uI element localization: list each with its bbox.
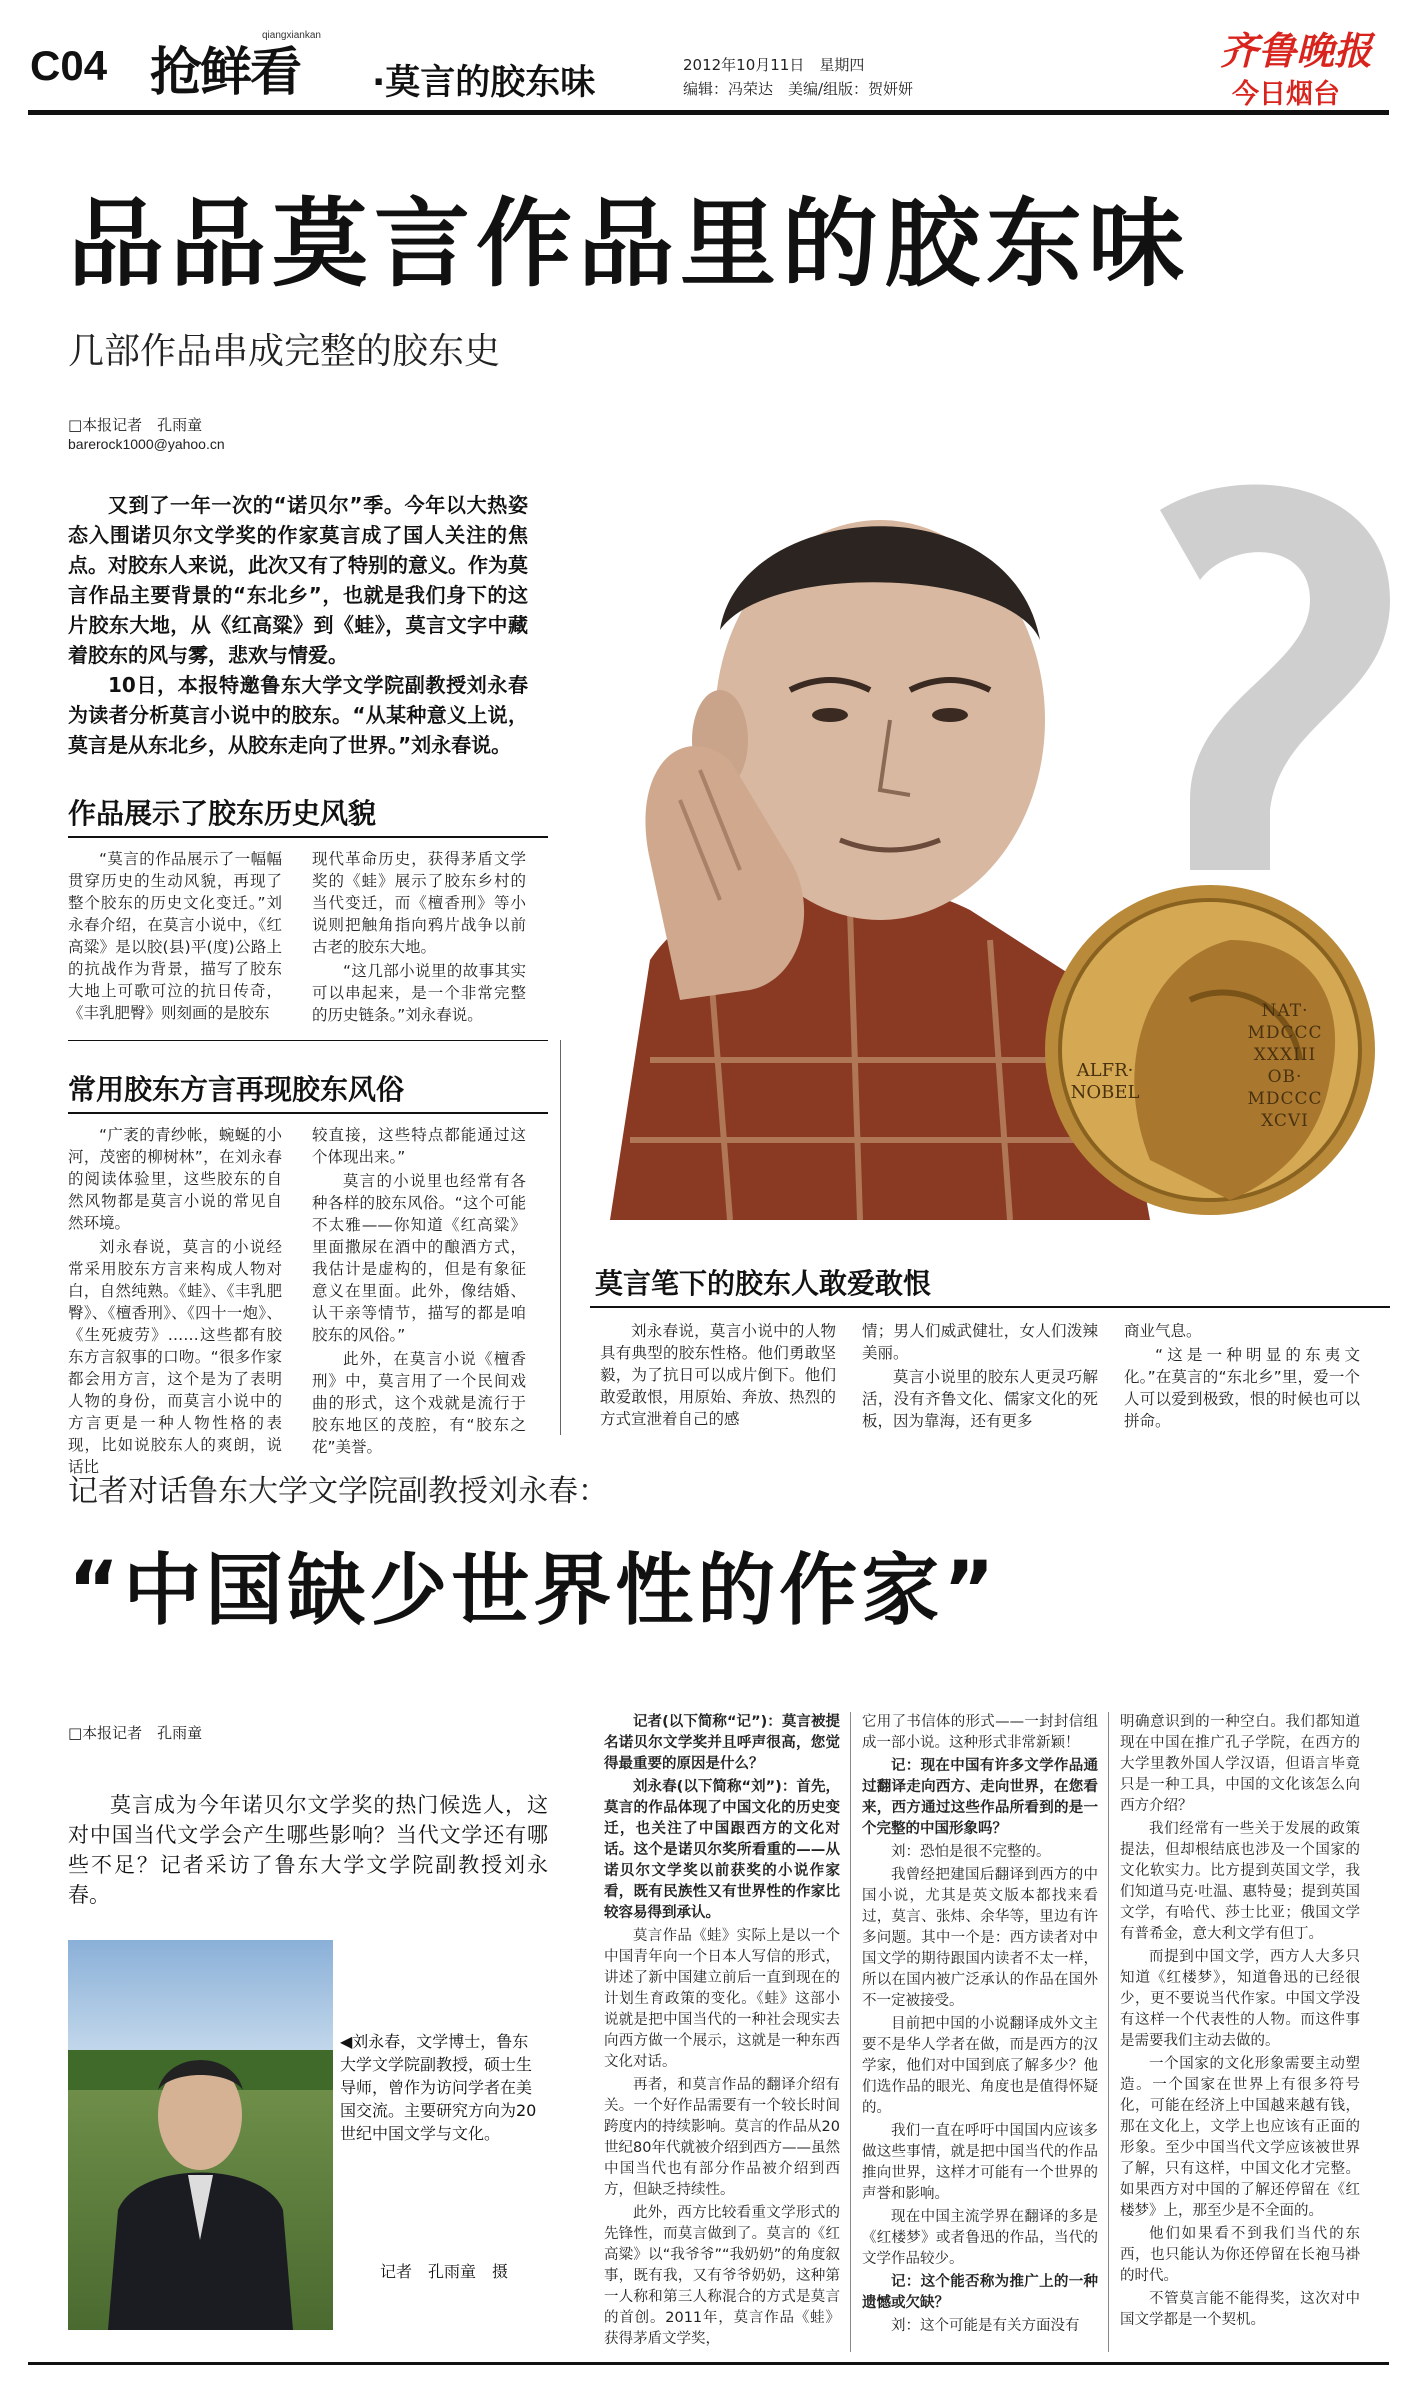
interview-col3 xyxy=(1120,1712,1360,2333)
section-title-history: 作品展示了胶东历史风貌 xyxy=(68,797,377,830)
photo-credit: 记者 孔雨童 摄 xyxy=(380,2262,509,2281)
section3-col3 xyxy=(1124,1320,1360,1434)
interviewee-photo xyxy=(68,1940,333,2330)
section2-col2 xyxy=(312,1124,526,1460)
question-paragraph: 记：现在中国有许多文学作品通过翻译走向西方、走向世界，在您看来，西方通过这些作品所看到的是一个完整的中国形象吗？ xyxy=(862,1758,1098,1837)
main-headline: 品品莫言作品里的胶东味 xyxy=(68,188,1190,300)
page-number: C04 xyxy=(30,42,108,89)
interview-intro xyxy=(68,1790,548,1910)
answer-paragraph: 它用了书信体的形式——一封封信组成一部小说。这种形式非常新颖！ xyxy=(862,1714,1098,1751)
section-title-character: 莫言笔下的胶东人敢爱敢恨 xyxy=(595,1267,932,1300)
answer-paragraph: 不管莫言能不能得奖，这次对中国文学都是一个契机。 xyxy=(1120,2291,1360,2328)
answer-paragraph: 刘永春(以下简称“刘”)：首先，莫言的作品体现了中国文化的历史变迁，也关注了中国跟西方的文化对话。这个是诺贝尔奖所看重的——从诺贝尔文学奖以前获奖的小说作家看，既有民族性又有世界性的作家比较容易得到承认。 xyxy=(604,1779,840,1921)
paragraph: 刘永春说，莫言小说中的人物具有典型的胶东性格。他们勇敢坚毅，为了抗日可以成片倒下。他们敢爱敢恨，用原始、奔放、热烈的方式宣泄着自己的感 xyxy=(600,1322,836,1428)
footer-rule xyxy=(28,2362,1389,2365)
answer-paragraph: 我曾经把建国后翻译到西方的中国小说，尤其是英文版本都找来看过，莫言、张炜、余华等，里边有许多问题。其中一个是：西方读者对中国文学的期待跟国内读者不太一样，所以在国内被广泛承认的作品在国外不一定被接受。 xyxy=(862,1867,1098,2009)
medal-inscription-left: ALFR· NOBEL xyxy=(1070,1060,1140,1103)
column-divider xyxy=(850,1712,851,2352)
interview-byline: □本报记者 孔雨童 xyxy=(68,1724,203,1742)
lead-text xyxy=(68,490,528,760)
section-rule xyxy=(68,1112,548,1114)
section-logo: 抢鲜看 xyxy=(150,43,301,103)
main-subhead: 几部作品串成完整的胶东史 xyxy=(68,331,501,372)
photo-caption: ◀刘永春，文学博士，鲁东大学文学院副教授，硕士生导师，曾作为访问学者在美国交流。主要研究方向为20世纪中国文学与文化。 xyxy=(340,2032,537,2143)
answer-paragraph: 他们如果看不到我们当代的东西，也只能认为你还停留在长袍马褂的时代。 xyxy=(1120,2226,1360,2284)
issue-date: 2012年10月11日 星期四 xyxy=(683,56,865,74)
paragraph: “这是一种明显的东夷文化。”在莫言的“东北乡”里，爱一个人可以爱到极致，恨的时候也可以拼命。 xyxy=(1124,1346,1360,1430)
paragraph: 刘永春说，莫言的小说经常采用胶东方言来构成人物对白，自然纯熟。《蛙》、《丰乳肥臀》、《檀香刑》、《四十一炮》、《生死疲劳》……这些都有胶东方言叙事的口吻。“很多作家都会用方言，这个是为了表明人物的身份，而莫言小说中的方言更是一种人物性格的表现，比如说胶东人的爽朗，说话比 xyxy=(68,1238,282,1476)
answer-paragraph: 刘：恐怕是很不完整的。 xyxy=(891,1844,1051,1860)
paragraph: “莫言的作品展示了一幅幅贯穿历史的生动风貌，再现了整个胶东的历史文化变迁。”刘永春介绍，在莫言小说中，《红高粱》是以胶(县)平(度)公路上的抗战作为背景，描写了胶东大地上可歌可泣的抗日传奇，《丰乳肥臀》则刻画的是胶东 xyxy=(68,850,282,1022)
paragraph: 较直接，这些特点都能通过这个体现出来。” xyxy=(312,1126,526,1166)
answer-paragraph: 此外，西方比较看重文学形式的先锋性，而莫言做到了。莫言的《红高粱》以“我爷爷”“我奶奶”的角度叙事，既有我，又有爷爷奶奶，这种第一人称和第三人称混合的方式是莫言的首创。2011年，莫言作品《蛙》获得茅盾文学奖， xyxy=(604,2205,840,2347)
section-rule xyxy=(68,836,548,838)
answer-paragraph: 明确意识到的一种空白。我们都知道现在中国在推广孔子学院，在西方的大学里教外国人学汉语，但语言毕竟只是一种工具，中国的文化该怎么向西方介绍？ xyxy=(1120,1714,1360,1814)
email: barerock1000@yahoo.cn xyxy=(68,436,225,452)
section-rule xyxy=(68,1040,548,1041)
answer-paragraph: 一个国家的文化形象需要主动塑造。一个国家在世界上有很多符号化，可能在经济上中国越来越有钱，那在文化上，文学上也应该有正面的形象。至少中国当代文学应该被世界了解，只有这样，中国文化才完整。如果西方对中国的了解还停留在《红楼梦》上，那至少是不全面的。 xyxy=(1120,2056,1360,2219)
answer-paragraph: 现在中国主流学界在翻译的多是《红楼梦》或者鲁迅的作品，当代的文学作品较少。 xyxy=(862,2209,1098,2267)
header-rule xyxy=(28,110,1389,115)
interview-headline: “中国缺少世界性的作家” xyxy=(68,1546,999,1636)
section3-col2 xyxy=(862,1320,1098,1434)
lead-paragraph: 10日，本报特邀鲁东大学文学院副教授刘永春为读者分析莫言小说中的胶东。“从某种意义上说，莫言是从东北乡，从胶东走向了世界。”刘永春说。 xyxy=(68,673,528,757)
paragraph: 莫言小说里的胶东人更灵巧解活，没有齐鲁文化、儒家文化的死板，因为靠海，还有更多 xyxy=(862,1368,1098,1430)
paragraph: 情；男人们威武健壮，女人们泼辣美丽。 xyxy=(862,1322,1098,1362)
section-logo-pinyin: qiangxiankan xyxy=(262,30,321,41)
paragraph: 此外，在莫言小说《檀香刑》中，莫言用了一个民间戏曲的形式，这个戏就是流行于胶东地区的茂腔，有“胶东之花”美誉。 xyxy=(312,1350,526,1456)
answer-paragraph: 再者，和莫言作品的翻译介绍有关。一个好作品需要有一个较长时间跨度内的持续影响。莫言的作品从20世纪80年代就被介绍到西方——虽然中国当代也有部分作品被介绍到西方，但缺乏持续性。 xyxy=(604,2077,840,2198)
column-divider xyxy=(1108,1712,1109,2352)
paragraph: 莫言成为今年诺贝尔文学奖的热门候选人，这对中国当代文学会产生哪些影响？当代文学还有哪些不足？记者采访了鲁东大学文学院副教授刘永春。 xyxy=(68,1793,548,1907)
paragraph: “广袤的青纱帐，蜿蜒的小河，茂密的柳树林”，在刘永春的阅读体验里，这些胶东的自然风物都是莫言小说的常见自然环境。 xyxy=(68,1126,282,1232)
column-divider xyxy=(560,1040,561,1435)
section1-col1 xyxy=(68,848,282,1026)
byline: □本报记者 孔雨童 xyxy=(68,416,203,434)
paper-name-logo: 齐鲁晚报 xyxy=(1220,28,1373,73)
paragraph: 莫言的小说里也经常有各种各样的胶东风俗。“这个可能不太雅——你知道《红高粱》里面撒尿在酒中的酿酒方式，我估计是虚构的，但是有象征意义在里面。此外，像结婚、认干亲等情节，描写的都是咱胶东的风俗。” xyxy=(312,1172,526,1344)
medal-inscription-right: NAT· MDCCC XXXIII OB· MDCCC XCVI xyxy=(1247,1001,1323,1131)
answer-paragraph: 目前把中国的小说翻译成外文主要不是华人学者在做，而是西方的汉学家，他们对中国到底了解多少？他们选作品的眼光、角度也是值得怀疑的。 xyxy=(862,2016,1098,2116)
question-paragraph: 记：这个能否称为推广上的一种遗憾或欠缺？ xyxy=(862,2274,1098,2311)
section2-col1 xyxy=(68,1124,282,1480)
paragraph: “这几部小说里的故事其实可以串起来，是一个非常完整的历史链条。”刘永春说。 xyxy=(312,962,526,1024)
section1-col2 xyxy=(312,848,526,1028)
section-title: ·莫言的胶东味 xyxy=(372,63,596,103)
interview-col1 xyxy=(604,1712,840,2352)
section3-col1 xyxy=(600,1320,836,1432)
answer-paragraph: 而提到中国文学，西方人大多只知道《红楼梦》，知道鲁迅的已经很少，更不要说当代作家。中国文学没有这样一个代表性的人物。而这件事是需要我们主动去做的。 xyxy=(1120,1949,1360,2049)
edition-label: 今日烟台 xyxy=(1232,79,1340,110)
interview-kicker: 记者对话鲁东大学文学院副教授刘永春： xyxy=(68,1474,608,1509)
interview-col2 xyxy=(862,1712,1098,2339)
answer-paragraph: 我们经常有一些关于发展的政策提法，但却根结底也涉及一个国家的文化软实力。比方提到英国文学，我们知道马克·吐温、惠特曼；提到英国文学，有哈代、莎士比亚；俄国文学有普希金，意大利文学有但丁。 xyxy=(1120,1821,1360,1942)
paragraph: 现代革命历史，获得茅盾文学奖的《蛙》展示了胶东乡村的当代变迁，而《檀香刑》等小说则把触角指向鸦片战争以前古老的胶东大地。 xyxy=(312,850,526,956)
paragraph: 商业气息。 xyxy=(1124,1322,1202,1340)
editors-line: 编辑：冯荣达 美编/组版：贺妍妍 xyxy=(683,80,914,98)
answer-paragraph: 我们一直在呼吁中国国内应该多做这些事情，就是把中国当代的作品推向世界，这样才可能有一个世界的声誉和影响。 xyxy=(862,2123,1098,2202)
answer-paragraph: 莫言作品《蛙》实际上是以一个中国青年向一个日本人写信的形式，讲述了新中国建立前后一直到现在的计划生育政策的变化。《蛙》这部小说就是把中国当代的一种社会现实去向西方做一个展示，这就是一种东西文化对话。 xyxy=(604,1928,840,2070)
hero-photo xyxy=(590,440,1400,1220)
section-title-dialect: 常用胶东方言再现胶东风俗 xyxy=(68,1073,405,1106)
interviewee-illustration xyxy=(68,1940,333,2330)
question-paragraph: 记者(以下简称“记”)：莫言被提名诺贝尔文学奖并且呼声很高，您觉得最重要的原因是什么？ xyxy=(604,1714,840,1772)
lead-paragraph: 又到了一年一次的“诺贝尔”季。今年以大热姿态入围诺贝尔文学奖的作家莫言成了国人关注的焦点。对胶东人来说，此次又有了特别的意义。作为莫言作品主要背景的“东北乡”，也就是我们身下的这片胶东大地，从《红高粱》到《蛙》，莫言文字中藏着胶东的风与雾，悲欢与情爱。 xyxy=(68,493,528,667)
answer-paragraph: 刘：这个可能是有关方面没有 xyxy=(891,2318,1080,2334)
section-rule xyxy=(590,1306,1390,1308)
